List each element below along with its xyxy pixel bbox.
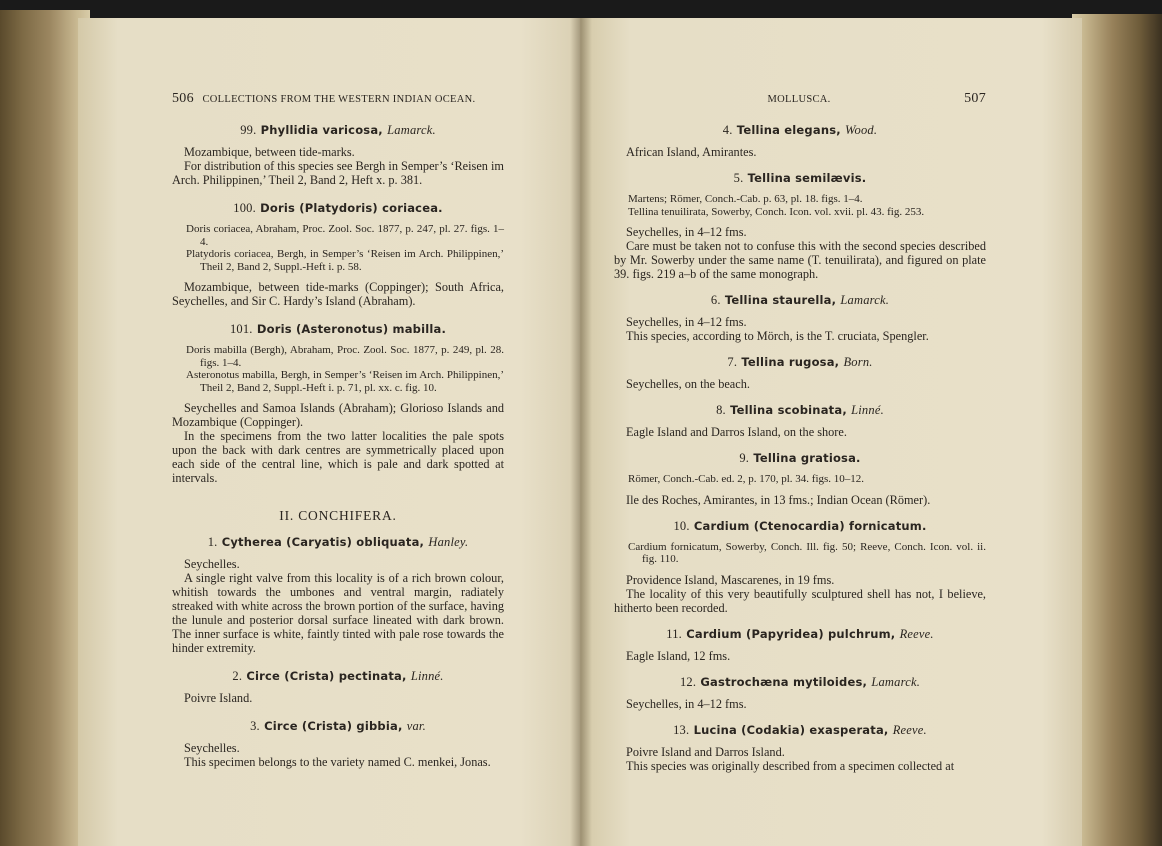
- entry-heading: 5. Tellina semilævis.: [733, 171, 867, 185]
- running-head-left: COLLECTIONS FROM THE WESTERN INDIAN OCEAN.: [202, 94, 476, 105]
- synonymy: Römer, Conch.-Cab. ed. 2, p. 170, pl. 34. figs. 10–12.: [628, 473, 865, 485]
- entry-heading: 6. Tellina staurella, Lamarck.: [710, 293, 890, 307]
- entry-heading: 1. Cytherea (Caryatis) obliquata, Hanley.: [207, 535, 469, 549]
- entry-text: Seychelles, in 4–12 fms.: [626, 696, 747, 711]
- entry-text: Seychelles.: [184, 557, 240, 571]
- left-running-head: [172, 92, 504, 107]
- entry-text: A single right valve from this locality is of a rich brown colour, whitish towards the umbones and ventral margin, radiately streaked with white across the brown portion of the surface, having the lunule and posterior dorsal surface lineated with dark brown. The inner surface is white, faintly tinted with pale rose towards the hinder extremity.: [172, 571, 504, 655]
- book-edge-left: [0, 10, 90, 846]
- synonymy: Cardium fornicatum, Sowerby, Conch. Ill. fig. 50; Reeve, Conch. Icon. vol. ii. fig. 110.: [628, 540, 986, 565]
- entry-text: African Island, Amirantes.: [626, 145, 757, 159]
- synonymy: Doris mabilla (Bergh), Abraham, Proc. Zool. Soc. 1877, p. 249, pl. 28. figs. 1–4.: [186, 344, 504, 369]
- section-heading: II. CONCHIFERA.: [279, 508, 397, 523]
- entry-text: Mozambique, between tide-marks.: [184, 145, 355, 159]
- entry-heading: 101. Doris (Asteronotus) mabilla.: [229, 322, 447, 336]
- entry-heading: 7. Tellina rugosa, Born.: [727, 355, 873, 369]
- entry-text: Ile des Roches, Amirantes, in 13 fms.; Indian Ocean (Römer).: [626, 492, 931, 507]
- page-number-left: 506: [172, 91, 194, 106]
- entry-text: Providence Island, Mascarenes, in 19 fms.: [626, 572, 835, 587]
- entry-heading: 13. Lucina (Codakia) exasperata, Reeve.: [673, 722, 927, 737]
- entry-text: Care must be taken not to confuse this with the second species described by Mr. Sowerby under the same name (T. tenuilirata), and figured on plate 39. figs. 219 a–b of the same monograph.: [614, 239, 986, 281]
- running-head-right: MOLLUSCA.: [767, 94, 831, 105]
- entry-text: This species, according to Mörch, is the T. cruciata, Spengler.: [626, 329, 929, 343]
- synonymy: Platydoris coriacea, Bergh, in Semper’s ‘Reisen im Arch. Philippinen,’ Theil 2, Band 2, Suppl.-Heft i. p. 58.: [186, 248, 504, 273]
- page-number-right: 507: [964, 91, 986, 106]
- synonymy: Tellina tenuilirata, Sowerby, Conch. Icon. vol. xvii. pl. 43. fig. 253.: [628, 205, 925, 218]
- entry-text: Eagle Island, 12 fms.: [626, 648, 731, 663]
- entry-heading: 3. Circe (Crista) gibbia, var.: [250, 719, 426, 733]
- entry-text: Seychelles.: [184, 741, 240, 755]
- entry-heading: 2. Circe (Crista) pectinata, Linné.: [232, 669, 444, 683]
- entry-heading: 99. Phyllidia varicosa, Lamarck.: [240, 123, 436, 137]
- entry-text: Seychelles, in 4–12 fms.: [626, 225, 747, 239]
- right-running-head: [614, 92, 986, 107]
- entry-text: Mozambique, between tide-marks (Coppinger); South Africa, Seychelles, and Sir C. Hardy’s Island (Abraham).: [172, 280, 504, 308]
- entry-text: Poivre Island.: [184, 691, 253, 705]
- entry-heading: 12. Gastrochæna mytiloides, Lamarck.: [679, 674, 921, 689]
- entry-heading: 100. Doris (Platydoris) coriacea.: [233, 201, 443, 215]
- entry-heading: 10. Cardium (Ctenocardia) fornicatum.: [673, 518, 927, 533]
- synonymy: Doris coriacea, Abraham, Proc. Zool. Soc. 1877, p. 247, pl. 27. figs. 1–4.: [186, 223, 504, 248]
- left-column: [172, 92, 504, 769]
- entry-text: This specimen belongs to the variety named C. menkei, Jonas.: [184, 755, 491, 769]
- entry-text: For distribution of this species see Bergh in Semper’s ‘Reisen im Arch. Philippinen,’ Theil 2, Band 2, Heft x. p. 381.: [172, 159, 504, 187]
- entry-heading: 9. Tellina gratiosa.: [739, 451, 861, 465]
- entry-text: Seychelles, in 4–12 fms.: [626, 315, 747, 329]
- entry-text: Poivre Island and Darros Island.: [626, 744, 785, 759]
- entry-heading: 8. Tellina scobinata, Linné.: [716, 403, 884, 417]
- entry-text: The locality of this very beautifully sculptured shell has not, I believe, hitherto been recorded.: [614, 586, 986, 615]
- entry-text: Eagle Island and Darros Island, on the shore.: [626, 425, 847, 439]
- entry-text: This species was originally described from a specimen collected at: [626, 758, 955, 773]
- entry-heading: 11. Cardium (Papyridea) pulchrum, Reeve.: [666, 626, 934, 641]
- right-column: [614, 92, 986, 773]
- book-edge-right: [1072, 14, 1162, 846]
- entry-text: Seychelles, on the beach.: [626, 377, 750, 391]
- book-gutter: [570, 18, 592, 846]
- synonymy: Asteronotus mabilla, Bergh, in Semper’s ‘Reisen im Arch. Philippinen,’ Theil 2, Band 2, Suppl.-Heft i. p. 71, pl. xx. c. fig. 10.: [186, 369, 504, 394]
- entry-heading: 4. Tellina elegans, Wood.: [722, 123, 878, 137]
- entry-text: In the specimens from the two latter localities the pale spots upon the back with dark centres are symmetrically placed upon each side of the central line, which is pale and dark spotted at intervals.: [172, 429, 504, 485]
- entry-text: Seychelles and Samoa Islands (Abraham); Glorioso Islands and Mozambique (Coppinger).: [172, 401, 504, 429]
- synonymy: Martens; Römer, Conch.-Cab. p. 63, pl. 18. figs. 1–4.: [628, 193, 863, 205]
